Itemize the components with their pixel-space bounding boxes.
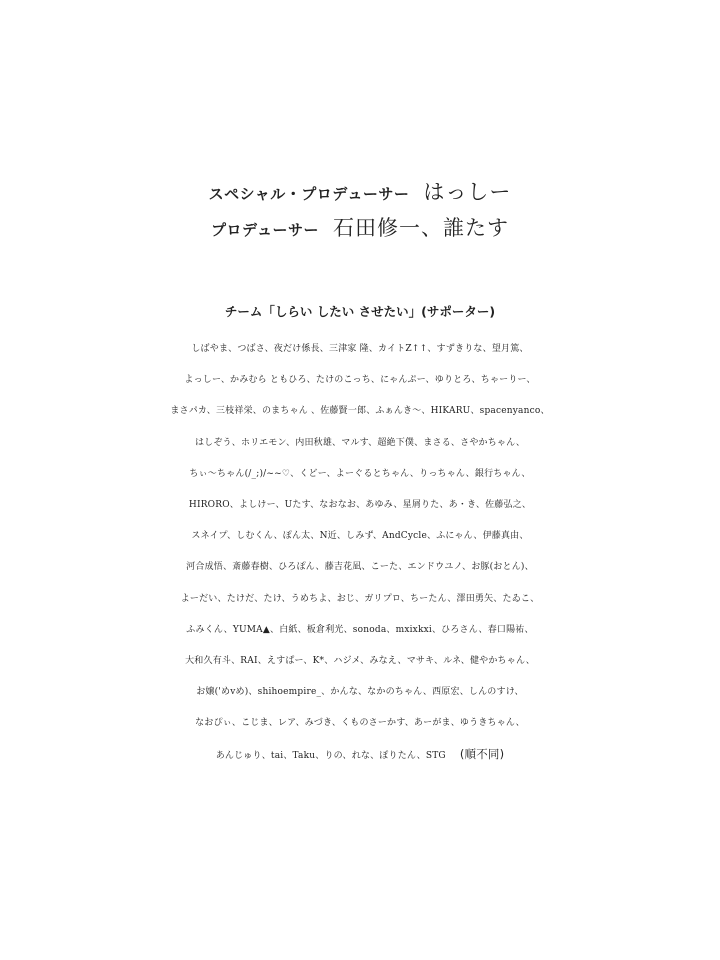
special-producer-line [0, 174, 720, 210]
supporter-line: HIRORO、よしけー、Uたす、なおなお、あゆみ、星屑りた、あ・き、佐藤弘之、 [188, 499, 532, 510]
supporter-line: スネイプ、しむくん、ぽん太、N近、しみず、AndCycle、ふにゃん、伊藤真由、 [191, 531, 529, 542]
supporter-line-last [0, 739, 720, 770]
supporter-line: しばやま、つばさ、夜だけ係長、三津家 隆、カイトZ↑↑、すずきりな、望月篤、 [191, 344, 529, 354]
order-note: (順不同) [459, 747, 505, 762]
special-producer-label: スペシャル・プロデューサー [208, 185, 410, 203]
credits-section [0, 174, 720, 246]
supporter-line: 河合成悟、斎藤春樹、ひろぽん、藤吉花凪、こーた、エンドウユノ、お豚(おとん)、 [186, 562, 534, 573]
supporter-line: まさパカ、三枝祥栄、のまちゃん 、佐藤賢一郎、ふぁんき〜、HIKARU、spacenyanco、 [170, 406, 550, 417]
producer-name: 石田修一、誰たす [333, 216, 510, 240]
supporter-line: ちぃ〜ちゃん(/_;)/~~♡、くどー、よーぐるとちゃん、りっちゃん、銀行ちゃん、 [189, 468, 531, 479]
supporter-line: なおぴぃ、こじま、レア、みづき、くものさーかす、あーがま、ゆうきちゃん、 [195, 718, 525, 729]
team-section [0, 300, 720, 771]
supporter-line: 大和久有斗、RAI、えすぱー、K*、ハジメ、みなえ、マサキ、ルネ、健やかちゃん、 [185, 655, 535, 666]
producer-label: プロデューサー [210, 221, 320, 239]
supporter-names-last: あんじゅり、tai、Taku、りの、れな、ぽりたん、STG [215, 751, 446, 762]
special-producer-name: はっしー [423, 180, 512, 204]
producer-line [0, 210, 720, 246]
supporter-line: よーだい、たけだ、たけ、うめちよ、おじ、ガリプロ、ちーたん、澤田勇矢、たゐこ、 [180, 593, 540, 604]
supporter-line: お嬢('めvめ)、shihoempire_、かんな、なかのちゃん、西原宏、しんのすけ、 [196, 687, 524, 698]
team-heading: チーム「しらい したい させたい」(サポーター) [224, 304, 496, 319]
supporter-line: ふみくん、YUMA▲、白紙、板倉利光、sonoda、mxixkxi、ひろさん、春口陽祐、 [186, 624, 534, 635]
supporter-list [0, 334, 720, 771]
supporter-line: よっしー、かみむら ともひろ、たけのこっち、にゃんぷー、ゆりとろ、ちゃーりー、 [184, 375, 536, 386]
supporter-line: はしぞう、ホリエモン、内田秋雄、マルす、超絶下僕、まさる、さやかちゃん、 [194, 437, 526, 448]
